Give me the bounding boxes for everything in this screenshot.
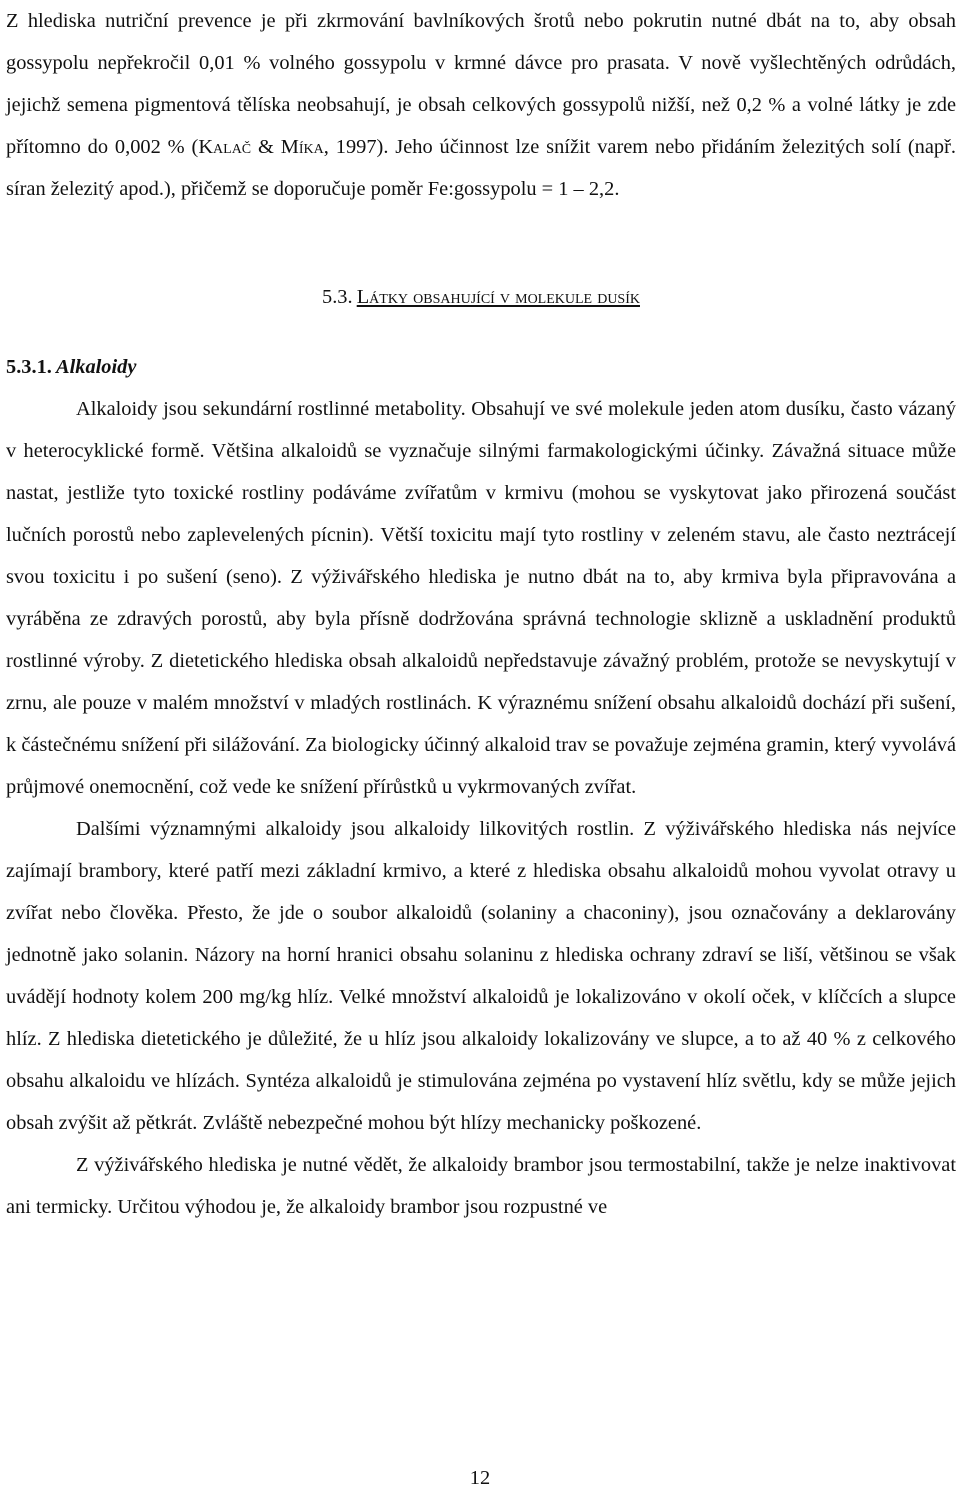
paragraph-alkaloids: Alkaloidy jsou sekundární rostlinné metabolity. Obsahují ve své molekule jeden atom dusíku, často vázaný v heterocyklické formě. Většina alkaloidů se vyznačuje silnými farmakologickými účinky. Závažná situace může nastat, jestliže tyto toxické rostliny podáváme zvířatům v krmivu (mohou se vyskytovat jako přirozená součást lučních porostů nebo zaplevelených pícnin). Větší toxicitu mají tyto rostliny v zeleném stavu, ale často neztrácejí svou toxicitu i po sušení (seno). Z výživářského hlediska je nutno dbát na to, aby krmiva byla připravována a vyráběna ze zdravých porostů, aby byla přísně dodržována správná technologie sklizně a uskladnění produktů rostlinné výroby. Z dietetického hlediska obsah alkaloidů nepředstavuje závažný problém, protože se nevyskytují v zrnu, ale pouze v malém množství v mladých rostlinách. K výraznému snížení obsahu alkaloidů dochází při sušení, k částečnému snížení při silážování. Za biologicky účinný alkaloid trav se považuje zejména gramin, který vyvolává průjmové onemocnění, což vede ke snížení přírůstků u vykrmovaných zvířat.: [6, 398, 956, 798]
paragraph-gossypol: [6, 0, 956, 210]
citation-ampersand: &: [251, 136, 281, 158]
paragraph-potato-thermostable: Z výživářského hlediska je nutné vědět, že alkaloidy brambor jsou termostabilní, takže je nelze inaktivovat ani termicky. Určitou výhodou je, že alkaloidy brambor jsou rozpustné ve: [6, 1154, 956, 1218]
section-number: 5.3.: [322, 286, 353, 308]
citation-author: Míka: [280, 136, 324, 158]
paragraph-text: Z hlediska nutriční prevence je při zkrmování bavlníkových šrotů nebo pokrutin nutné dbát na to, aby obsah gossypolu nepřekročil 0,01 % volného gossypolu v krmné dávce pro prasata. V nově vyšlechtěných odrůdách, jejichž semena pigmentová tělíska neobsahují, je obsah celkových gossypolů nižší, než 0,2 % a volné látky je zde přítomno do 0,002 % (: [6, 10, 956, 158]
section-title: Látky obsahující v molekule dusík: [356, 286, 640, 308]
subsection-heading: [6, 346, 956, 388]
citation-author: Kalač: [198, 136, 252, 158]
paragraph-text: , 1997). Jeho účinnost lze snížit varem nebo přidáním železitých solí (např. síran železitý apod.), přičemž se doporučuje poměr Fe:gossypolu = 1 – 2,2.: [6, 136, 956, 200]
paragraph-solanaceae: Dalšími významnými alkaloidy jsou alkaloidy lilkovitých rostlin. Z výživářského hlediska nás nejvíce zajímají brambory, které patří mezi základní krmivo, a které z hlediska obsahu alkaloidů mohou vyvolat otravy u zvířat nebo člověka. Přesto, že jde o soubor alkaloidů (solaniny a chaconiny), jsou označovány a deklarovány jednotně jako solanin. Názory na horní hranici obsahu solaninu z hlediska ochrany zdraví se liší, většinou se však uvádějí hodnoty kolem 200 mg/kg hlíz. Velké množství alkaloidů je lokalizováno v okolí oček, v klíčcích a slupce hlíz. Z hlediska dietetického je důležité, že u hlíz jsou alkaloidy lokalizovány ve slupce, a to až 40 % z celkového obsahu alkaloidu ve hlízách. Syntéza alkaloidů je stimulována zejména po vystavení hlíz světlu, kdy se může jejich obsah zvýšit až pětkrát. Zvláště nebezpečné mohou být hlízy mechanicky poškozené.: [6, 818, 956, 1134]
subsection-title: Alkaloidy: [55, 356, 137, 378]
subsection-number: 5.3.1.: [6, 356, 52, 378]
document-page: [6, 0, 956, 1228]
section-heading: [6, 276, 956, 318]
page-number: 12: [469, 1467, 491, 1489]
